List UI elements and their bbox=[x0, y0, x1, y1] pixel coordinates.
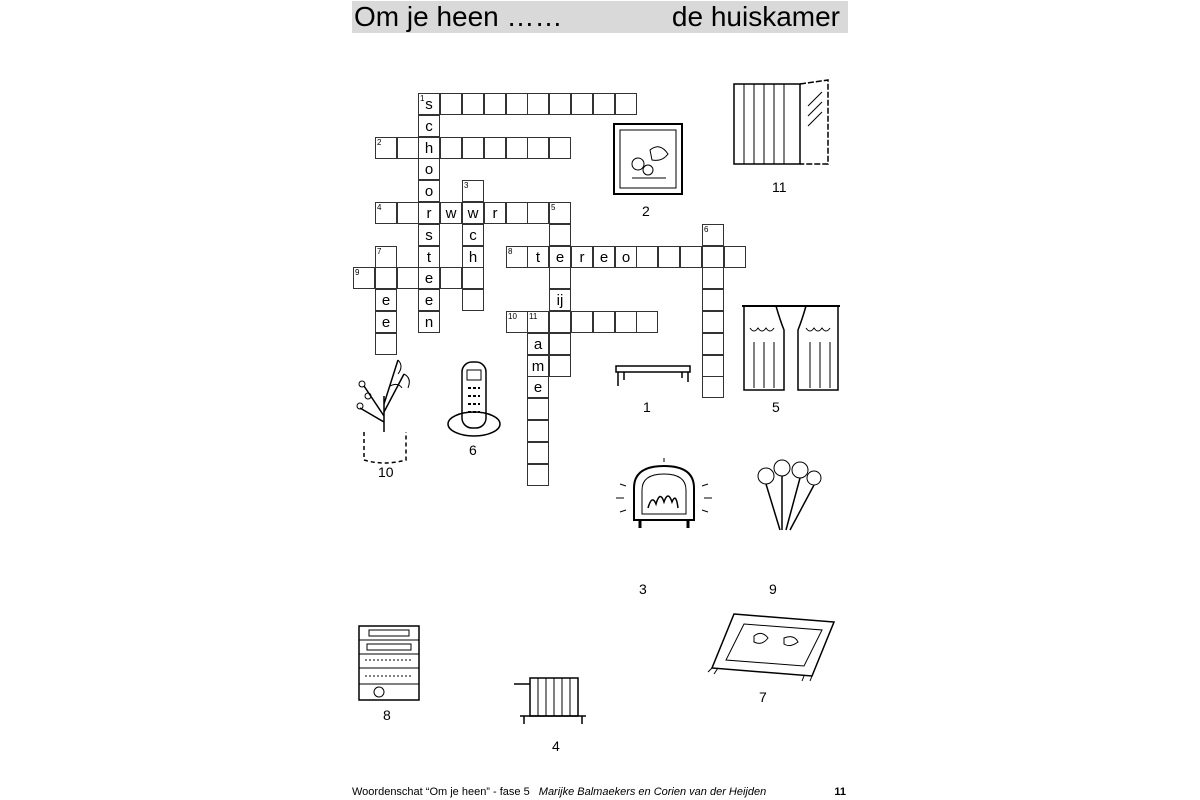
clue-number: 10 bbox=[508, 312, 517, 321]
crossword-cell[interactable] bbox=[549, 224, 571, 246]
cell-letter: ij bbox=[556, 292, 564, 309]
crossword-cell[interactable] bbox=[549, 333, 571, 355]
cell-letter: t bbox=[535, 249, 541, 266]
crossword-cell[interactable] bbox=[571, 246, 593, 268]
crossword-cell[interactable] bbox=[484, 202, 506, 224]
crossword-cell[interactable] bbox=[462, 137, 484, 159]
picture-label-10: 10 bbox=[378, 464, 394, 480]
picture-label-2: 2 bbox=[642, 203, 650, 219]
clue-number: 8 bbox=[508, 247, 513, 256]
clue-number: 3 bbox=[464, 181, 469, 190]
crossword-cell[interactable] bbox=[440, 267, 462, 289]
crossword-cell[interactable] bbox=[549, 93, 571, 115]
cell-letter: e bbox=[599, 249, 609, 266]
crossword-cell[interactable] bbox=[615, 246, 637, 268]
cell-letter: e bbox=[381, 314, 391, 331]
crossword-cell[interactable] bbox=[549, 267, 571, 289]
picture-label-1: 1 bbox=[643, 399, 651, 415]
cell-letter: s bbox=[425, 227, 433, 244]
crossword-cell[interactable] bbox=[375, 137, 397, 159]
clue-number: 6 bbox=[704, 225, 709, 234]
picture-label-8: 8 bbox=[383, 707, 391, 723]
crossword-cell[interactable] bbox=[375, 267, 397, 289]
cell-letter: s bbox=[425, 96, 433, 113]
cell-letter: h bbox=[468, 249, 478, 266]
rug-icon bbox=[704, 606, 842, 682]
crossword-cell[interactable] bbox=[506, 137, 528, 159]
crossword-cell[interactable] bbox=[680, 246, 702, 268]
crossword-cell[interactable] bbox=[527, 93, 549, 115]
crossword-cell[interactable] bbox=[440, 137, 462, 159]
crossword-cell[interactable] bbox=[527, 137, 549, 159]
crossword-cell[interactable] bbox=[702, 289, 724, 311]
crossword-cell[interactable] bbox=[702, 246, 724, 268]
clue-number: 5 bbox=[551, 203, 556, 212]
cell-letter: t bbox=[426, 249, 432, 266]
crossword-cell[interactable] bbox=[418, 311, 440, 333]
cell-letter: e bbox=[555, 249, 565, 266]
plant-icon bbox=[350, 356, 418, 466]
crossword-cell[interactable] bbox=[571, 93, 593, 115]
crossword-cell[interactable] bbox=[702, 333, 724, 355]
coffee-table-icon bbox=[610, 360, 696, 390]
crossword-cell[interactable] bbox=[462, 93, 484, 115]
crossword-cell[interactable] bbox=[462, 289, 484, 311]
crossword-cell[interactable] bbox=[418, 267, 440, 289]
footer-authors: Marijke Balmaekers en Corien van der Heijden bbox=[538, 786, 767, 798]
crossword-cell[interactable] bbox=[527, 246, 549, 268]
crossword-cell[interactable] bbox=[418, 202, 440, 224]
cell-letter: r bbox=[492, 205, 498, 222]
crossword-cell[interactable] bbox=[636, 246, 658, 268]
crossword-cell[interactable] bbox=[702, 267, 724, 289]
crossword-cell[interactable] bbox=[418, 93, 440, 115]
crossword-cell[interactable] bbox=[397, 267, 419, 289]
picture-label-6: 6 bbox=[469, 442, 477, 458]
crossword-cell[interactable] bbox=[375, 311, 397, 333]
cell-letter: a bbox=[533, 336, 543, 353]
picture-label-9: 9 bbox=[769, 581, 777, 597]
crossword-cell[interactable] bbox=[549, 137, 571, 159]
stereo-icon bbox=[355, 622, 425, 704]
clue-number: 9 bbox=[355, 268, 360, 277]
crossword-cell[interactable] bbox=[527, 333, 549, 355]
page-header bbox=[352, 1, 848, 33]
picture-label-4: 4 bbox=[552, 738, 560, 754]
page-number: 11 bbox=[834, 786, 846, 798]
crossword-cell[interactable] bbox=[527, 355, 549, 377]
crossword-cell[interactable] bbox=[397, 202, 419, 224]
blinds-icon bbox=[730, 76, 834, 172]
crossword-cell[interactable] bbox=[375, 289, 397, 311]
crossword-cell[interactable] bbox=[353, 267, 375, 289]
cell-letter: n bbox=[424, 314, 434, 331]
cell-letter: w bbox=[467, 205, 479, 222]
crossword-cell[interactable] bbox=[375, 333, 397, 355]
crossword-cell[interactable] bbox=[484, 137, 506, 159]
crossword-cell[interactable] bbox=[549, 289, 571, 311]
cell-letter: w bbox=[445, 205, 457, 222]
crossword-cell[interactable] bbox=[615, 311, 637, 333]
picture-label-11: 11 bbox=[772, 179, 787, 195]
crossword-cell[interactable] bbox=[527, 311, 549, 333]
flowers-icon bbox=[752, 456, 826, 534]
crossword-cell[interactable] bbox=[375, 202, 397, 224]
curtains-icon bbox=[740, 302, 842, 394]
crossword-cell[interactable] bbox=[527, 464, 549, 486]
cell-letter: e bbox=[424, 292, 434, 309]
header-title-right: de huiskamer bbox=[671, 1, 840, 32]
framed-painting-icon bbox=[610, 120, 688, 200]
radiator-icon bbox=[510, 672, 596, 728]
cell-letter: c bbox=[469, 227, 477, 244]
clue-number: 1 bbox=[420, 94, 425, 103]
crossword-cell[interactable] bbox=[462, 224, 484, 246]
cell-letter: o bbox=[621, 249, 631, 266]
telephone-icon bbox=[444, 358, 504, 440]
cell-letter: h bbox=[424, 140, 434, 157]
crossword-cell[interactable] bbox=[549, 311, 571, 333]
crossword-cell[interactable] bbox=[702, 376, 724, 398]
footer-title: Woordenschat “Om je heen” - fase 5 bbox=[352, 786, 530, 798]
cell-letter: r bbox=[426, 205, 432, 222]
crossword-cell[interactable] bbox=[527, 398, 549, 420]
clue-number: 2 bbox=[377, 138, 382, 147]
crossword-cell[interactable] bbox=[527, 442, 549, 464]
crossword-cell[interactable] bbox=[418, 180, 440, 202]
cell-letter: o bbox=[424, 161, 434, 178]
crossword-cell[interactable] bbox=[418, 158, 440, 180]
crossword-cell[interactable] bbox=[527, 420, 549, 442]
crossword-cell[interactable] bbox=[440, 93, 462, 115]
crossword-cell[interactable] bbox=[440, 202, 462, 224]
cell-letter: e bbox=[381, 292, 391, 309]
cell-letter: o bbox=[424, 183, 434, 200]
picture-label-3: 3 bbox=[639, 581, 647, 597]
crossword-cell[interactable] bbox=[549, 246, 571, 268]
crossword-cell[interactable] bbox=[375, 246, 397, 268]
crossword-cell[interactable] bbox=[397, 137, 419, 159]
crossword-cell[interactable] bbox=[593, 311, 615, 333]
crossword-cell[interactable] bbox=[506, 202, 528, 224]
crossword-cell[interactable] bbox=[593, 246, 615, 268]
cell-letter: r bbox=[579, 249, 585, 266]
crossword-cell[interactable] bbox=[506, 311, 528, 333]
crossword-cell[interactable] bbox=[615, 93, 637, 115]
clue-number: 4 bbox=[377, 203, 382, 212]
crossword-cell[interactable] bbox=[462, 180, 484, 202]
crossword-cell[interactable] bbox=[506, 93, 528, 115]
crossword-cell[interactable] bbox=[462, 267, 484, 289]
crossword-cell[interactable] bbox=[724, 246, 746, 268]
crossword-cell[interactable] bbox=[462, 202, 484, 224]
header-title-left: Om je heen …… bbox=[354, 1, 563, 32]
crossword-cell[interactable] bbox=[702, 355, 724, 377]
picture-label-5: 5 bbox=[772, 399, 780, 415]
crossword-cell[interactable] bbox=[702, 224, 724, 246]
page-footer bbox=[352, 786, 848, 798]
crossword-cell[interactable] bbox=[484, 93, 506, 115]
cell-letter: c bbox=[425, 118, 433, 135]
clue-number: 11 bbox=[529, 312, 538, 321]
crossword-cell[interactable] bbox=[418, 137, 440, 159]
crossword-cell[interactable] bbox=[636, 311, 658, 333]
crossword-cell[interactable] bbox=[418, 224, 440, 246]
crossword-cell[interactable] bbox=[418, 289, 440, 311]
cell-letter: e bbox=[533, 379, 543, 396]
crossword-cell[interactable] bbox=[593, 93, 615, 115]
cell-letter: m bbox=[531, 358, 545, 375]
crossword-cell[interactable] bbox=[571, 311, 593, 333]
clue-number: 7 bbox=[377, 247, 382, 256]
crossword-cell[interactable] bbox=[549, 202, 571, 224]
picture-label-7: 7 bbox=[759, 689, 767, 705]
crossword-cell[interactable] bbox=[527, 376, 549, 398]
crossword-cell[interactable] bbox=[462, 246, 484, 268]
crossword-cell[interactable] bbox=[527, 202, 549, 224]
cell-letter: e bbox=[424, 270, 434, 287]
crossword-cell[interactable] bbox=[418, 246, 440, 268]
crossword-cell[interactable] bbox=[702, 311, 724, 333]
crossword-cell[interactable] bbox=[506, 246, 528, 268]
crossword-cell[interactable] bbox=[658, 246, 680, 268]
fireplace-icon bbox=[612, 458, 716, 536]
crossword-cell[interactable] bbox=[418, 115, 440, 137]
crossword-cell[interactable] bbox=[549, 355, 571, 377]
